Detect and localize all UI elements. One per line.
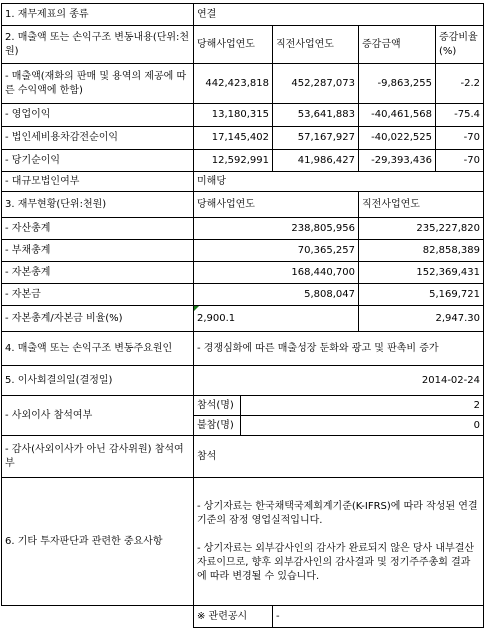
- pretax-income-change: -40,022,525: [359, 127, 436, 150]
- board-date-label: 5. 이사회결의일(결정일): [2, 366, 194, 396]
- total-liabilities-row: [2, 240, 484, 262]
- equity-ratio-previous: 2,947.30: [359, 306, 484, 332]
- statement-type-label: 1. 재무제표의 종류: [2, 4, 194, 26]
- total-equity-label: - 자본총계: [2, 262, 194, 284]
- pl-header-row: [2, 26, 484, 64]
- disclosure-table: [1, 3, 484, 628]
- sales-change: -9,863,255: [359, 64, 436, 104]
- total-liabilities-previous: 82,858,389: [359, 240, 484, 262]
- auditor-row: [2, 436, 484, 478]
- equity-ratio-row: [2, 306, 484, 332]
- pretax-income-current: 17,145,402: [194, 127, 273, 150]
- absent-count-value: 0: [241, 416, 484, 436]
- total-assets-previous: 235,227,820: [359, 218, 484, 240]
- other-matters-note-2: - 상기자료는 외부감사인의 감사가 완료되지 않은 당사 내부결산자료이므로, 향후 외부감사인의 감사결과 및 정기주주총회 결과에 따라 변경될 수 있습니다.: [197, 542, 475, 582]
- total-equity-current: 168,440,700: [194, 262, 359, 284]
- capital-current: 5,808,047: [194, 284, 359, 306]
- col-previous-year: 직전사업연도: [273, 26, 359, 64]
- total-assets-row: [2, 218, 484, 240]
- net-income-row: [2, 150, 484, 172]
- operating-income-label: - 영업이익: [2, 104, 194, 127]
- statement-type-row: [2, 4, 484, 26]
- capital-row: [2, 284, 484, 306]
- total-liabilities-label: - 부채총계: [2, 240, 194, 262]
- sales-row: [2, 64, 484, 104]
- financial-section-title: 3. 재무현황(단위:천원): [2, 192, 194, 218]
- capital-previous: 5,169,721: [359, 284, 484, 306]
- sales-previous: 452,287,073: [273, 64, 359, 104]
- absent-count-label: 불참(명): [194, 416, 241, 436]
- other-matters-note-1: - 상기자료는 한국채택국제회계기준(K-IFRS)에 따라 작성된 연결기준의 잠정 영업실적입니다.: [197, 500, 478, 526]
- total-assets-label: - 자산총계: [2, 218, 194, 240]
- auditor-value: 참석: [194, 436, 484, 478]
- net-income-previous: 41,986,427: [273, 150, 359, 172]
- equity-ratio-label: - 자본총계/자본금 비율(%): [2, 306, 194, 332]
- operating-income-rate: -75.4: [436, 104, 484, 127]
- total-liabilities-current: 70,365,257: [194, 240, 359, 262]
- present-count-value: 2: [241, 396, 484, 416]
- pretax-income-row: [2, 127, 484, 150]
- equity-ratio-current: 2,900.1: [194, 306, 359, 332]
- change-reason-value: - 경쟁심화에 따른 매출성장 둔화와 광고 및 판촉비 증가: [194, 332, 484, 366]
- change-reason-row: [2, 332, 484, 366]
- col-change-rate: 증감비율(%): [436, 26, 484, 64]
- pretax-income-previous: 57,167,927: [273, 127, 359, 150]
- operating-income-row: [2, 104, 484, 127]
- operating-income-change: -40,461,568: [359, 104, 436, 127]
- other-matters-value: [194, 478, 484, 606]
- pl-section-title: 2. 매출액 또는 손익구조 변동내용(단위:천원): [2, 26, 194, 64]
- net-income-current: 12,592,991: [194, 150, 273, 172]
- financial-col-previous: 직전사업연도: [359, 192, 484, 218]
- total-assets-current: 238,805,956: [194, 218, 359, 240]
- large-corp-row: [2, 172, 484, 192]
- related-disclosure-label: ※ 관련공시: [194, 606, 273, 628]
- board-date-value: 2014-02-24: [194, 366, 484, 396]
- capital-label: - 자본금: [2, 284, 194, 306]
- total-equity-previous: 152,369,431: [359, 262, 484, 284]
- net-income-change: -29,393,436: [359, 150, 436, 172]
- sales-current: 442,423,818: [194, 64, 273, 104]
- pretax-income-label: - 법인세비용차감전순이익: [2, 127, 194, 150]
- financial-header-row: [2, 192, 484, 218]
- total-equity-row: [2, 262, 484, 284]
- present-count-label: 참석(명): [194, 396, 241, 416]
- sales-rate: -2.2: [436, 64, 484, 104]
- financial-col-current: 당해사업연도: [194, 192, 359, 218]
- outside-director-present-row: [2, 396, 484, 416]
- sales-label: - 매출액(재화의 판매 및 용역의 제공에 따른 수익액에 한함): [2, 64, 194, 104]
- other-matters-label: 6. 기타 투자판단과 관련한 중요사항: [2, 478, 194, 606]
- net-income-label: - 당기순이익: [2, 150, 194, 172]
- other-matters-row: [2, 478, 484, 606]
- related-disclosure-value: -: [273, 606, 484, 628]
- change-reason-label: 4. 매출액 또는 손익구조 변동주요원인: [2, 332, 194, 366]
- related-disclosure-row: [2, 606, 484, 628]
- auditor-label: - 감사(사외이사가 아닌 감사위원) 참석여부: [2, 436, 194, 478]
- statement-type-value: 연결: [194, 4, 484, 26]
- col-current-year: 당해사업연도: [194, 26, 273, 64]
- net-income-rate: -70: [436, 150, 484, 172]
- col-change-amount: 증감금액: [359, 26, 436, 64]
- board-date-row: [2, 366, 484, 396]
- large-corp-value: 미해당: [194, 172, 484, 192]
- operating-income-previous: 53,641,883: [273, 104, 359, 127]
- outside-director-label: - 사외이사 참석여부: [2, 396, 194, 436]
- pretax-income-rate: -70: [436, 127, 484, 150]
- operating-income-current: 13,180,315: [194, 104, 273, 127]
- large-corp-label: - 대규모법인여부: [2, 172, 194, 192]
